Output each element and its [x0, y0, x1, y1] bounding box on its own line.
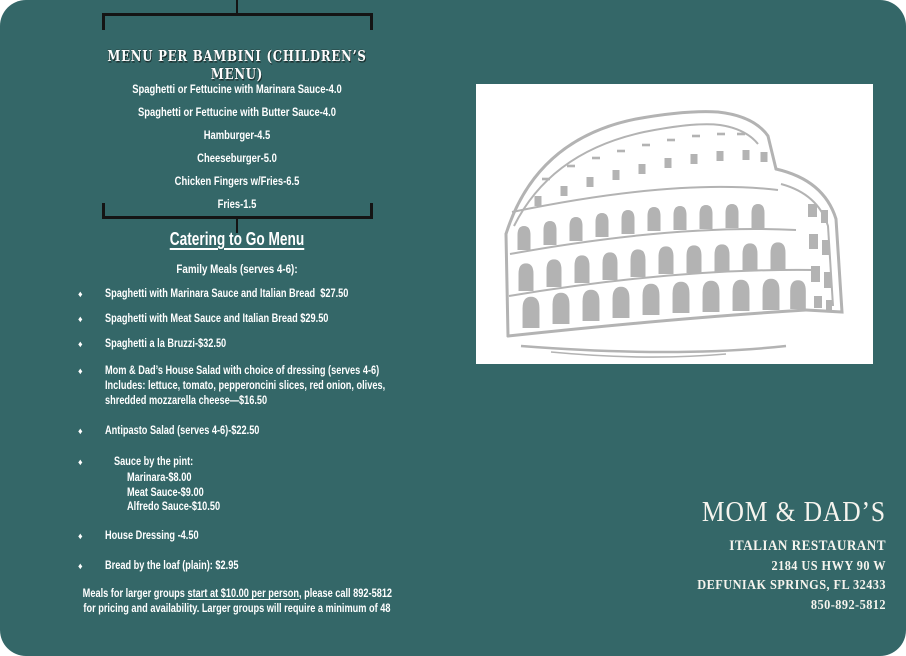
bracket-top-right-tick [370, 13, 373, 30]
diamond-bullet-icon: ♦ [78, 457, 83, 467]
colosseum-illustration [476, 84, 873, 364]
list-item [78, 287, 470, 302]
note-underlined-text: start at $10.00 per person [187, 588, 299, 600]
children-menu-item: Hamburger-4.5 [203, 130, 271, 143]
children-menu-item: Chicken Fingers w/Fries-6.5 [174, 176, 300, 189]
catering-menu-subtitle: Family Meals (serves 4-6): [176, 264, 298, 276]
list-item-text: Sauce by the pint: [114, 456, 194, 468]
list-item [78, 312, 470, 327]
children-menu-item: Fries-1.5 [217, 199, 257, 212]
children-menu-item: Spaghetti or Fettucine with Butter Sauce-4.0 [137, 107, 337, 120]
restaurant-subtitle: ITALIAN RESTAURANT [729, 538, 886, 554]
diamond-bullet-icon: ♦ [78, 531, 83, 541]
sauce-option: Marinara-$8.00 [127, 472, 192, 484]
bracket-top-bar [102, 13, 373, 16]
note-text: , please call 892-5812 [298, 588, 392, 600]
list-item [78, 529, 470, 544]
sauce-option: Alfredo Sauce-$10.50 [127, 501, 221, 513]
address-line: DEFUNIAK SPRINGS, FL 32433 [697, 578, 886, 593]
list-item-house-salad [78, 364, 470, 409]
list-item-text: Bread by the loaf (plain): $2.95 [105, 560, 239, 572]
diamond-bullet-icon: ♦ [78, 314, 83, 324]
bracket-top-left-tick [102, 13, 105, 30]
list-item [78, 559, 470, 574]
large-groups-note [40, 587, 434, 616]
diamond-bullet-icon: ♦ [78, 366, 83, 376]
colosseum-outer-wall-fragment [808, 204, 832, 311]
diamond-bullet-icon: ♦ [78, 339, 83, 349]
children-menu-item: Spaghetti or Fettucine with Marinara Sauce-4.0 [132, 84, 342, 96]
list-item [78, 337, 470, 352]
list-item-text: Spaghetti with Meat Sauce and Italian Bread $29.50 [105, 313, 329, 325]
diamond-bullet-icon: ♦ [78, 289, 83, 299]
bracket-top-stem [236, 0, 238, 14]
diamond-bullet-icon: ♦ [78, 426, 83, 436]
diamond-bullet-icon: ♦ [78, 561, 83, 571]
list-item-text: Mom & Dad’s House Salad with choice of dressing (serves 4-6) [105, 365, 380, 377]
list-item-sauce-by-pint [78, 455, 470, 515]
children-menu-list [40, 79, 434, 218]
children-menu-item: Cheeseburger-5.0 [197, 153, 277, 166]
list-item-text: Spaghetti with Marinara Sauce and Italian Bread $27.50 [105, 288, 349, 300]
list-item [78, 424, 470, 439]
note-text: Meals for larger groups [82, 588, 188, 600]
restaurant-name: MOM & DAD’S [701, 496, 886, 528]
artwork-box [476, 84, 873, 364]
list-item-text: shredded mozzarella cheese—$16.50 [105, 395, 268, 407]
list-item-text: Antipasto Salad (serves 4-6)-$22.50 [105, 425, 260, 437]
list-item-text: House Dressing -4.50 [105, 530, 199, 542]
colosseum-arches [518, 204, 806, 328]
note-text: for pricing and availability. Larger groups will require a minimum of 48 [83, 602, 391, 615]
catering-menu-title: Catering to Go Menu [169, 229, 305, 249]
list-item-text: Includes: lettuce, tomato, pepperoncini slices, red onion, olives, [105, 380, 386, 392]
address-line: 2184 US HWY 90 W [771, 558, 886, 574]
list-item-text: Spaghetti a la Bruzzi-$32.50 [105, 338, 227, 350]
phone-number: 850-892-5812 [810, 597, 886, 613]
children-menu-title: MENU PER BAMBINI (CHILDREN’S MENU) [107, 47, 367, 83]
sauce-option: Meat Sauce-$9.00 [127, 486, 204, 499]
brand-block [534, 497, 886, 615]
